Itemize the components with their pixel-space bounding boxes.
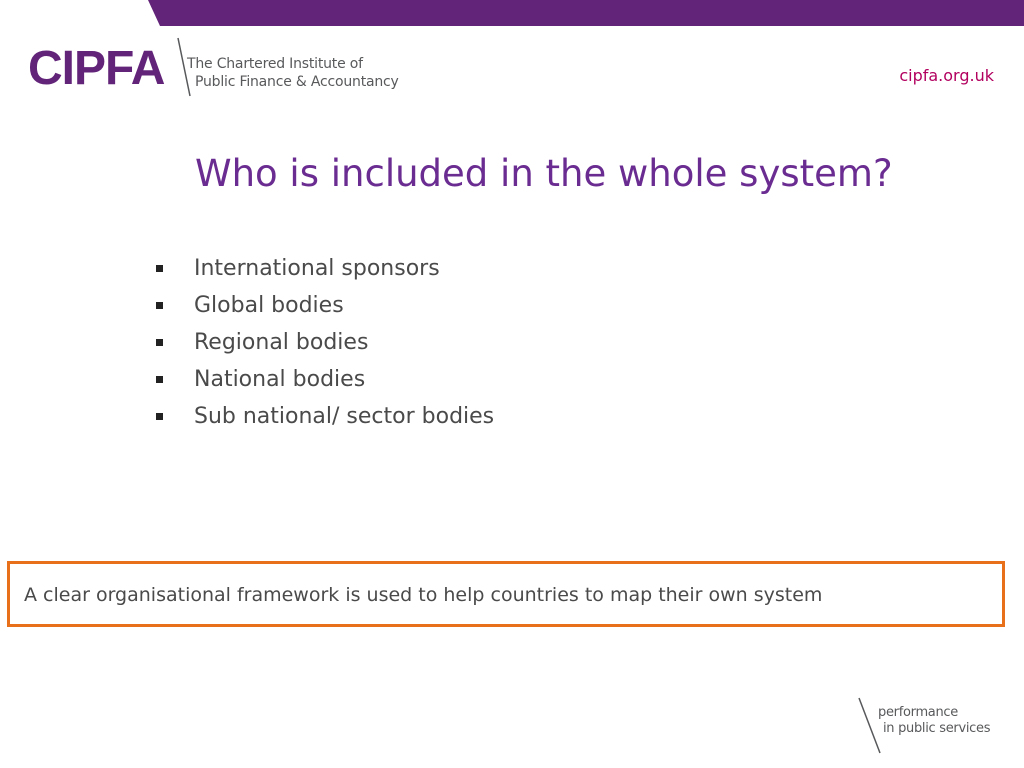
square-bullet-icon xyxy=(156,339,163,346)
top-purple-band xyxy=(0,0,1024,26)
slide-title: Who is included in the whole system? xyxy=(195,152,893,195)
tagline-line-2: in public services xyxy=(883,721,991,736)
bullet-text: Regional bodies xyxy=(194,330,369,355)
logo-wordmark: CIPFA xyxy=(28,42,165,95)
square-bullet-icon xyxy=(156,413,163,420)
tagline-line-1: performance xyxy=(878,705,958,720)
bullet-text: International sponsors xyxy=(194,256,440,281)
logo-line-1: The Chartered Institute of xyxy=(187,56,363,72)
callout-box xyxy=(7,561,1005,627)
bullet-text: Sub national/ sector bodies xyxy=(194,404,495,429)
logo-line-2: Public Finance & Accountancy xyxy=(195,74,399,90)
bullet-text: Global bodies xyxy=(194,293,344,318)
bullet-text: National bodies xyxy=(194,367,366,392)
band-shape xyxy=(148,0,1024,26)
site-url[interactable]: cipfa.org.uk xyxy=(899,66,994,85)
cipfa-logo xyxy=(28,36,418,106)
callout-text: A clear organisational framework is used to help countries to map their own system xyxy=(24,584,823,606)
square-bullet-icon xyxy=(156,376,163,383)
square-bullet-icon xyxy=(156,265,163,272)
square-bullet-icon xyxy=(156,302,163,309)
performance-tagline xyxy=(856,696,1006,756)
